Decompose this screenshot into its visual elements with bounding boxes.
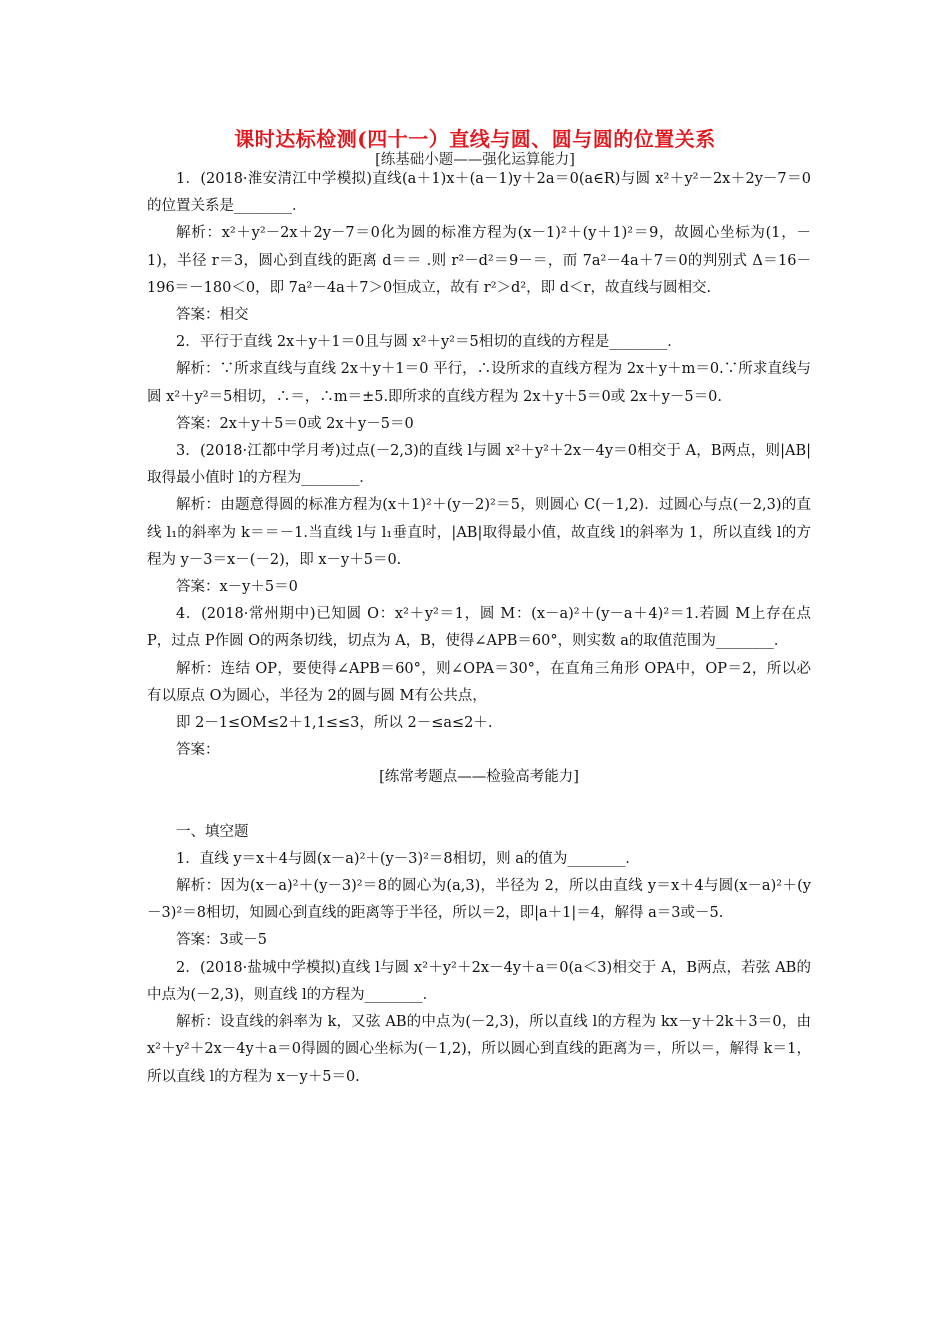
page-title: 课时达标检测(四十一）直线与圆、圆与圆的位置关系 (234, 127, 716, 151)
question-3: 3．(2018·江都中学月考)过点(－2,3)的直线 l与圆 x²＋y²＋2x－4y＝0相交于 A，B两点，则|AB|取得最小值时 l的方程为________． (147, 443, 811, 487)
answer-4: 答案： (176, 742, 220, 759)
answer-3: 答案：x－y＋5＝0 (176, 579, 298, 596)
question-1: 1．(2018·淮安清江中学模拟)直线(a＋1)x＋(a－1)y＋2a＝0(a∈R)与圆 x²＋y²－2x＋2y－7＝0的位置关系是________． (147, 171, 811, 215)
fill-question-1: 1．直线 y＝x＋4与圆(x－a)²＋(y－3)²＝8相切，则 a的值为________． (176, 850, 640, 867)
answer-2: 答案：2x＋y＋5＝0或 2x＋y－5＝0 (176, 415, 414, 432)
fill-question-2: 2．(2018·盐城中学模拟)直线 l与圆 x²＋y²＋2x－4y＋a＝0(a＜3)相交于 A，B两点，若弦 AB的中点为(－2,3)，则直线 l的方程为________． (147, 959, 811, 1003)
question-2: 2．平行于直线 2x＋y＋1＝0且与圆 x²＋y²＝5相切的直线的方程是________． (176, 334, 682, 351)
fill-solution-2: 解析：设直线的斜率为 k，又弦 AB的中点为(－2,3)，所以直线 l的方程为 kx－y＋2k＋3＝0，由 x²＋y²＋2x－4y＋a＝0得圆的圆心坐标为(－1,2)，所以圆心到直线的距离为＝，所以＝，解得 k＝1，所以直线 l的方程为 x－y＋5＝0. (147, 1014, 811, 1085)
section-heading: 一、填空题 (176, 823, 249, 840)
question-4: 4．(2018·常州期中)已知圆 O：x²＋y²＝1，圆 M：(x－a)²＋(y－a＋4)²＝1.若圆 M上存在点 P，过点 P作圆 O的两条切线，切点为 A，B，使得∠APB＝60°，则实数 a的取值范围为________． (147, 606, 811, 650)
solution-2: 解析：∵所求直线与直线 2x＋y＋1＝0 平行，∴设所求的直线方程为 2x＋y＋m＝0.∵所求直线与圆 x²＋y²＝5相切，∴＝，∴m＝±5.即所求的直线方程为 2x＋y＋5＝0或 2x＋y－5＝0. (147, 361, 811, 405)
solution-3: 解析：由题意得圆的标准方程为(x＋1)²＋(y－2)²＝5，则圆心 C(－1,2)．过圆心与点(－2,3)的直线 l₁的斜率为 k＝＝－1.当直线 l与 l₁垂直时，|AB|取得最小值，故直线 l的斜率为 1，所以直线 l的方程为 y－3＝x－(－2)，即 x－y＋5＝0. (147, 497, 811, 568)
section-subtitle-basic: [练基础小题——强化运算能力] (375, 152, 575, 168)
answer-1: 答案：相交 (176, 307, 249, 324)
solution-1: 解析：x²＋y²－2x＋2y－7＝0化为圆的标准方程为(x－1)²＋(y＋1)²＝9，故圆心坐标为(1，－1)，半径 r＝3，圆心到直线的距离 d＝＝ .则 r²－d²＝9－＝，而 7a²－4a＋7＝0的判别式 Δ＝16－196＝－180＜0，即 7a²－4a＋7＞0恒成立，故有 r²＞d²，即 d＜r，故直线与圆相交. (147, 225, 811, 296)
solution-4: 解析：连结 OP，要使得∠APB＝60°，则∠OPA＝30°，在直角三角形 OPA中，OP＝2，所以必有以原点 O为圆心，半径为 2的圆与圆 M有公共点， (147, 660, 811, 704)
section-subtitle-exam: [练常考题点——检验高考能力] (379, 769, 579, 786)
fill-answer-1: 答案：3或－5 (176, 932, 267, 949)
document-body (147, 166, 811, 1091)
solution-4-cont: 即 2－1≤OM≤2＋1,1≤≤3，所以 2－≤a≤2＋. (176, 715, 493, 732)
fill-solution-1: 解析：因为(x－a)²＋(y－3)²＝8的圆心为(a,3)，半径为 2，所以由直线 y＝x＋4与圆(x－a)²＋(y－3)²＝8相切，知圆心到直线的距离等于半径，所以＝2，即|a＋1|＝4，解得 a＝3或－5. (147, 878, 811, 922)
